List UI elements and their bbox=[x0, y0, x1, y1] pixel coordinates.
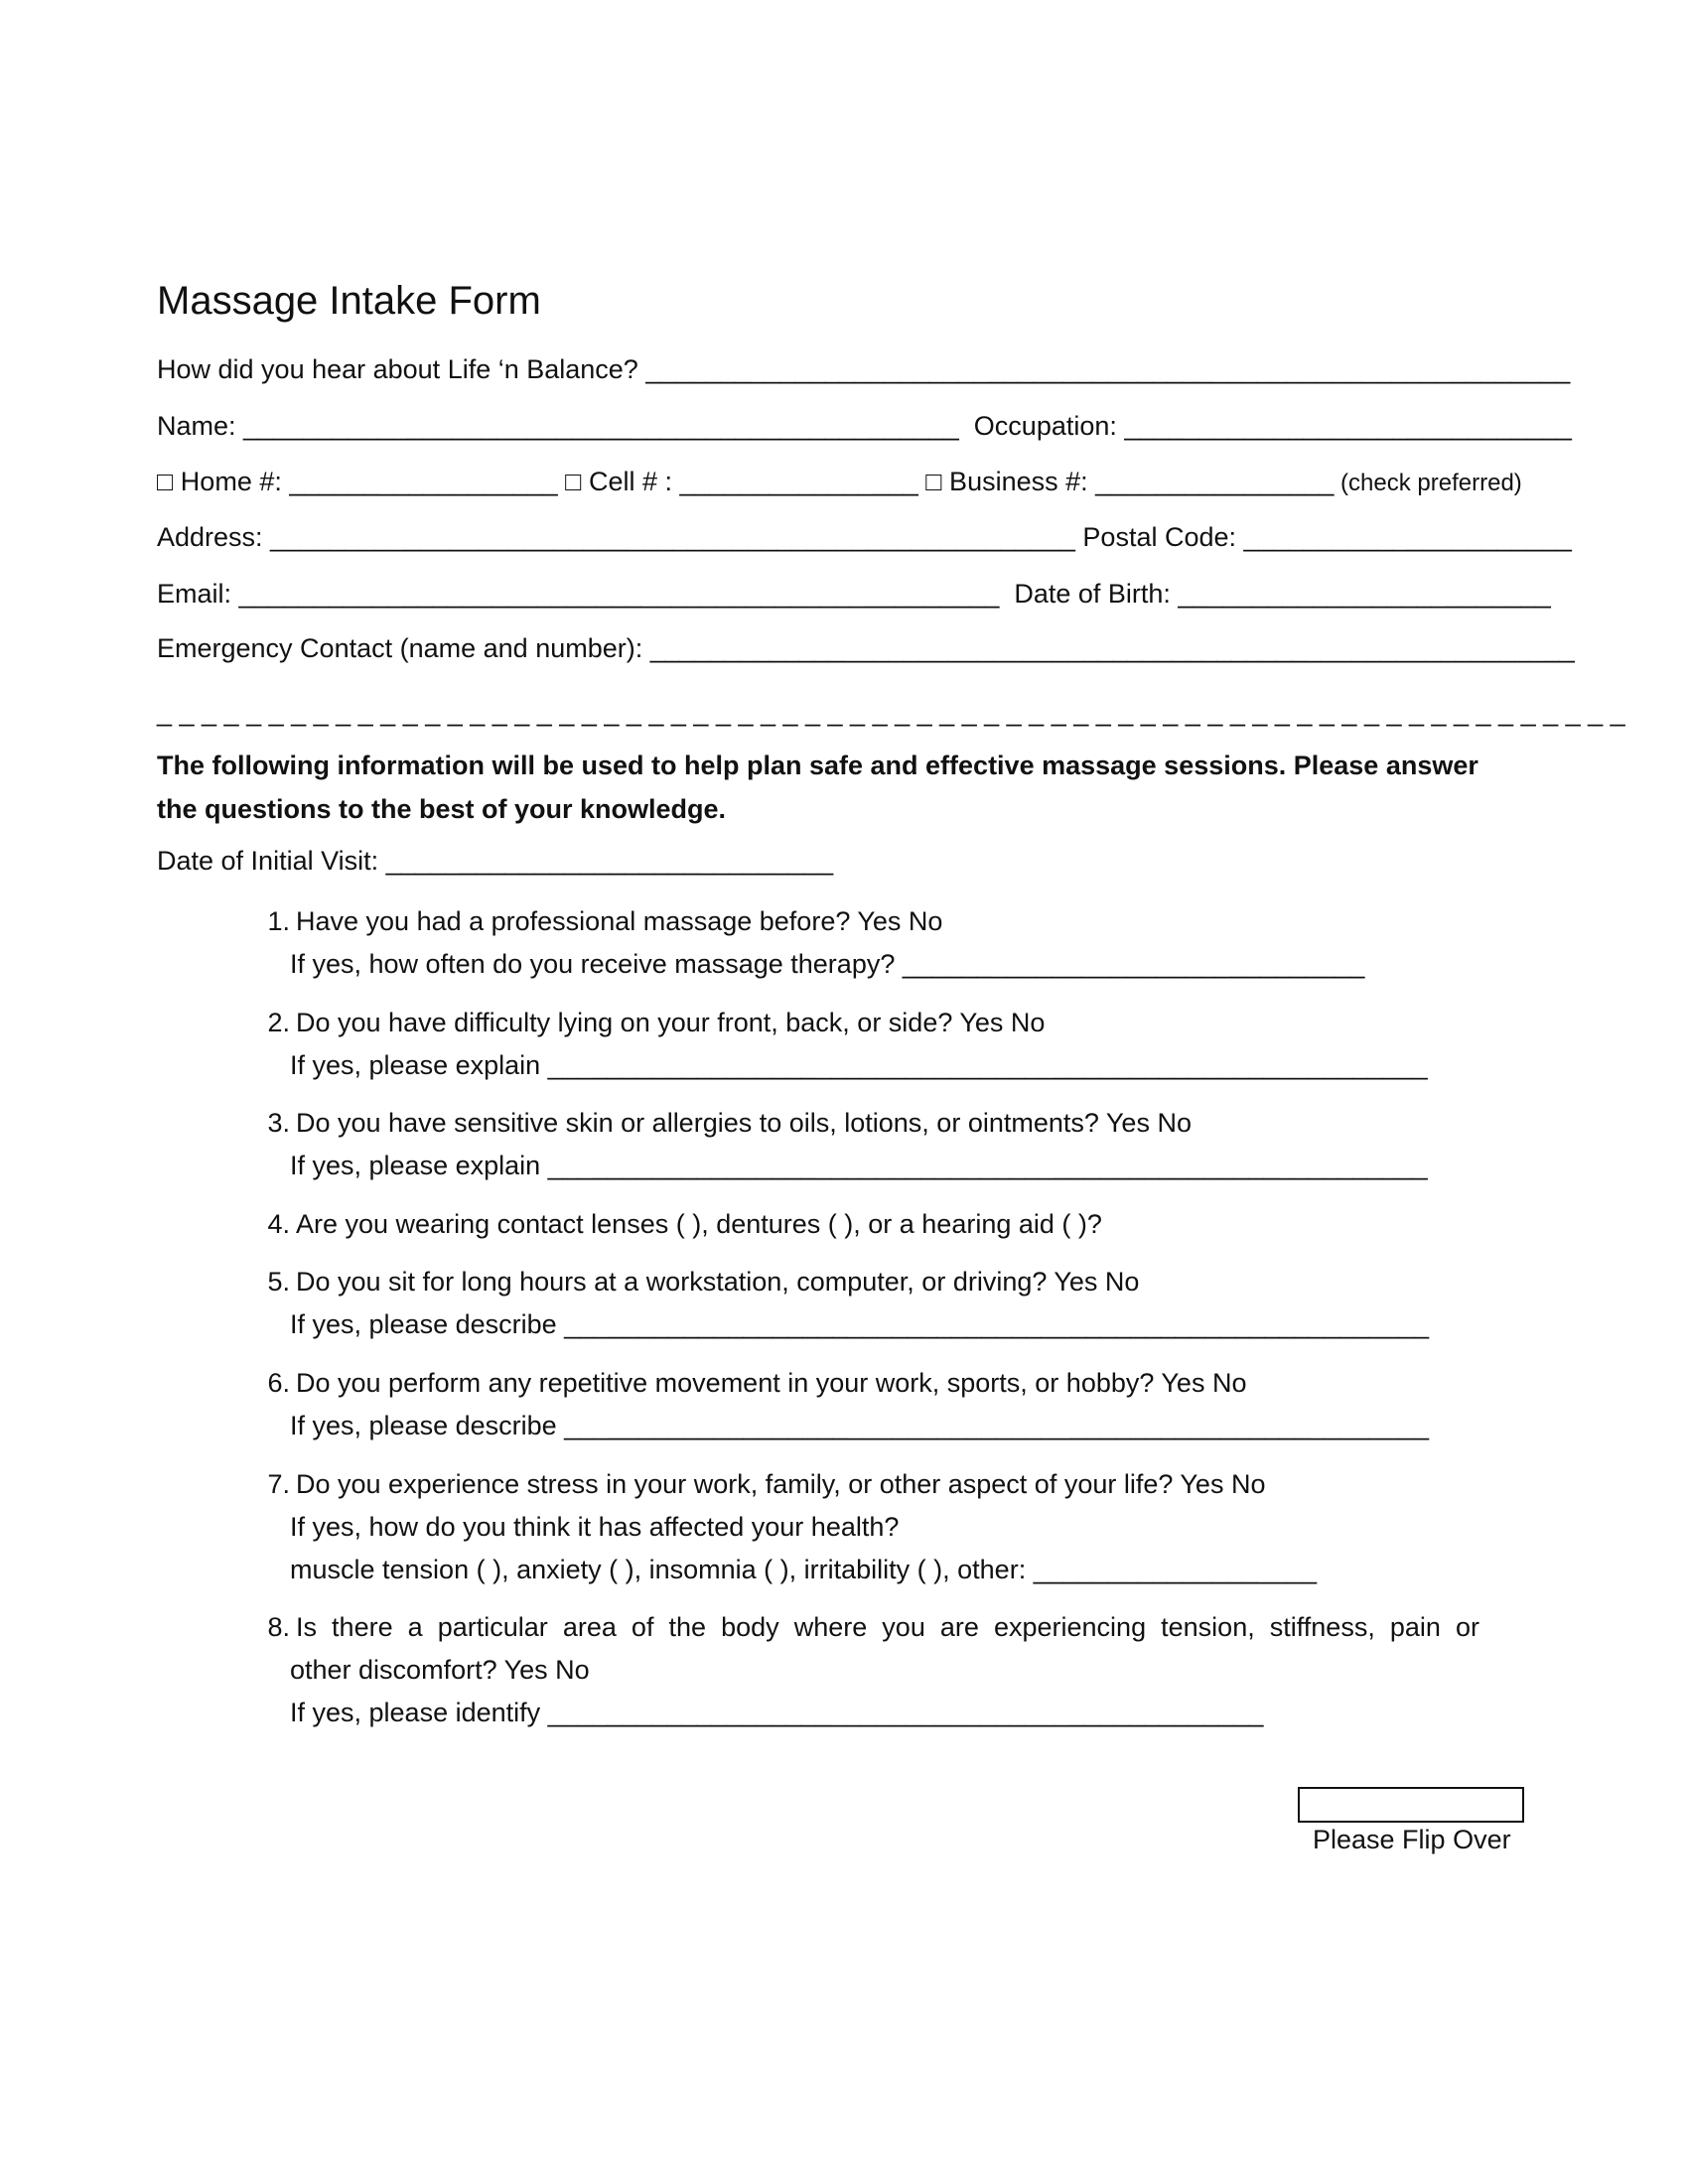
question-followup: If yes, how do you think it has affected your health? bbox=[290, 1512, 900, 1542]
flip-over-box bbox=[1298, 1787, 1524, 1823]
flip-over-label: Please Flip Over bbox=[1313, 1825, 1511, 1854]
address-line[interactable]: Address: ______________________________________________________ Postal Code: ______________________ bbox=[157, 522, 1572, 552]
question-8: 8. Is there a particular area of the body where you are experiencing tension, stiffness, pain or other discomfort? Yes No If yes, please identify ________________________________________________ bbox=[248, 1606, 1479, 1734]
question-text[interactable]: Have you had a professional massage before? Yes No bbox=[296, 906, 943, 936]
intro-note: The following information will be used to help plan safe and effective massage sessions. Please answer the questions to the best of your knowledge. bbox=[157, 751, 1478, 824]
page-title: Massage Intake Form bbox=[157, 279, 541, 323]
question-4: 4. Are you wearing contact lenses ( ), dentures ( ), or a hearing aid ( )? bbox=[267, 1209, 1102, 1239]
phone-line[interactable]: □ Home #: __________________ □ Cell # : ________________ □ Business #: ________________ (check preferred) bbox=[157, 467, 1522, 496]
name-occupation-line[interactable]: Name: ________________________________________________ Occupation: ______________________________ bbox=[157, 411, 1572, 441]
email-dob-line[interactable]: Email: ___________________________________________________ Date of Birth: _________________________ bbox=[157, 579, 1551, 609]
dashed-divider: _ _ _ _ _ _ _ _ _ _ _ _ _ _ _ _ _ _ _ _ _ _ _ _ _ _ _ _ _ _ _ _ _ _ _ _ _ _ _ _ _ _ _ _ _ _ _ _ _ _ _ _ _ _ _ _ _ _ _ _ _ _ _ _ _ _ bbox=[157, 697, 1625, 727]
initial-visit-line[interactable]: Date of Initial Visit: ______________________________ bbox=[157, 846, 834, 876]
question-5: 5. Do you sit for long hours at a workstation, computer, or driving? Yes No If yes, please describe __________________________________________________________ bbox=[248, 1261, 1479, 1346]
question-text[interactable]: Do you perform any repetitive movement in your work, sports, or hobby? Yes No bbox=[296, 1368, 1247, 1398]
question-answer-line[interactable]: muscle tension ( ), anxiety ( ), insomnia ( ), irritability ( ), other: ___________________ bbox=[290, 1555, 1318, 1584]
emergency-contact-line[interactable]: Emergency Contact (name and number): ______________________________________________________________ bbox=[157, 633, 1575, 663]
question-answer-line[interactable]: If yes, please describe __________________________________________________________ bbox=[290, 1309, 1430, 1339]
question-text[interactable]: Do you experience stress in your work, family, or other aspect of your life? Yes No bbox=[296, 1469, 1266, 1499]
hear-about-line[interactable]: How did you hear about Life ‘n Balance? ______________________________________________________________ bbox=[157, 354, 1571, 384]
question-1: 1. Have you had a professional massage before? Yes No If yes, how often do you receive massage therapy? _______________________________ bbox=[248, 900, 1479, 986]
question-answer-line[interactable]: If yes, please explain ___________________________________________________________ bbox=[290, 1050, 1428, 1080]
question-followup[interactable]: other discomfort? Yes No bbox=[290, 1655, 590, 1685]
question-text[interactable]: Do you have difficulty lying on your front, back, or side? Yes No bbox=[296, 1008, 1046, 1037]
question-text[interactable]: Are you wearing contact lenses ( ), dentures ( ), or a hearing aid ( )? bbox=[296, 1209, 1102, 1239]
question-2: 2. Do you have difficulty lying on your front, back, or side? Yes No If yes, please explain ___________________________________________________________ bbox=[248, 1002, 1479, 1087]
question-answer-line[interactable]: If yes, please describe __________________________________________________________ bbox=[290, 1411, 1430, 1440]
question-answer-line[interactable]: If yes, how often do you receive massage therapy? _______________________________ bbox=[290, 949, 1365, 979]
question-7: 7. Do you experience stress in your work, family, or other aspect of your life? Yes No If yes, how do you think it has affected your health? muscle tension ( ), anxiety ( ), insomnia ( ), irritability ( ), other: ___________________ bbox=[248, 1463, 1479, 1591]
question-text[interactable]: Do you have sensitive skin or allergies to oils, lotions, or ointments? Yes No bbox=[296, 1108, 1192, 1138]
question-text[interactable]: Is there a particular area of the body where you are experiencing tension, stiffness, pain or bbox=[296, 1612, 1479, 1642]
check-preferred-note: (check preferred) bbox=[1334, 470, 1522, 496]
question-3: 3. Do you have sensitive skin or allergies to oils, lotions, or ointments? Yes No If yes, please explain ___________________________________________________________ bbox=[248, 1102, 1479, 1187]
question-text[interactable]: Do you sit for long hours at a workstation, computer, or driving? Yes No bbox=[296, 1267, 1140, 1297]
question-answer-line[interactable]: If yes, please explain ___________________________________________________________ bbox=[290, 1151, 1428, 1180]
question-6: 6. Do you perform any repetitive movement in your work, sports, or hobby? Yes No If yes, please describe __________________________________________________________ bbox=[248, 1362, 1479, 1447]
question-answer-line[interactable]: If yes, please identify ________________________________________________ bbox=[290, 1698, 1264, 1727]
